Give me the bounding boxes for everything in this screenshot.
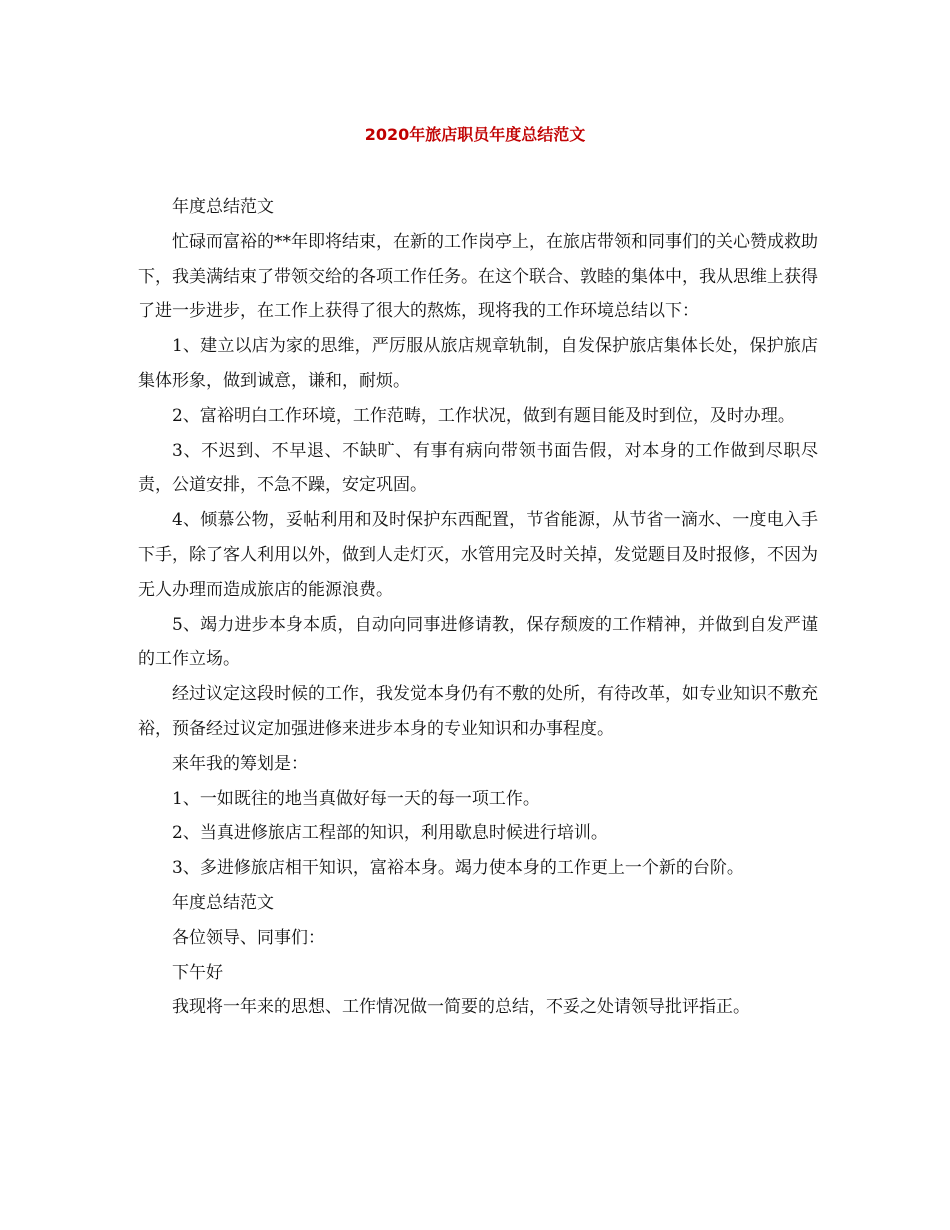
paragraph-shortcomings: 经过议定这段时候的工作，我发觉本身仍有不敷的处所，有待改革，如专业知识不敷充裕，预备经过议定加强进修来进步本身的专业知识和办事程度。	[138, 684, 818, 739]
paragraph-plan-1: 1、一如既往的地当真做好每一天的每一项工作。	[172, 788, 540, 809]
paragraph-item-2: 2、富裕明白工作环境，工作范畴，工作状况，做到有题目能及时到位，及时办理。	[172, 405, 795, 426]
paragraph-salutation: 下午好	[172, 962, 223, 983]
paragraph-item-1: 1、建立以店为家的思维，严厉服从旅店规章轨制，自发保护旅店集体长处，保护旅店集体形象，做到诚意，谦和，耐烦。	[138, 336, 818, 391]
paragraph-plan-3: 3、多进修旅店相干知识，富裕本身。竭力使本身的工作更上一个新的台阶。	[172, 858, 744, 879]
paragraph-intro: 忙碌而富裕的**年即将结束，在新的工作岗亭上，在旅店带领和同事们的关心赞成救助下，我美满结束了带领交给的各项工作任务。在这个联合、敦睦的集体中，我从思维上获得了进一步进步，在工作上获得了很大的熬炼，现将我的工作环境总结以下：	[138, 231, 818, 322]
paragraph-item-3: 3、不迟到、不早退、不缺旷、有事有病向带领书面告假，对本身的工作做到尽职尽责，公道安排，不急不躁，安定巩固。	[138, 440, 818, 496]
document-title: 2020年旅店职员年度总结范文	[364, 125, 586, 144]
paragraph-plan-heading: 来年我的筹划是：	[172, 753, 308, 774]
paragraph-plan-2: 2、当真进修旅店工程部的知识，利用歇息时候进行培训。	[172, 823, 608, 844]
paragraph-item-4: 4、倾慕公物，妥帖利用和及时保护东西配置，节省能源，从节省一滴水、一度电入手下手，除了客人利用以外，做到人走灯灭，水管用完及时关掉，发觉题目及时报修，不因为无人办理而造成旅店的能源浪费。	[138, 510, 818, 600]
paragraph-item-5: 5、竭力进步本身本质，自动向同事进修请教，保存颓废的工作精神，并做到自发严谨的工作立场。	[138, 614, 818, 670]
section-heading: 年度总结范文	[172, 197, 274, 217]
paragraph-summary-intro: 我现将一年来的思想、工作情况做一简要的总结，不妥之处请领导批评指正。	[172, 997, 750, 1018]
section-heading-2: 年度总结范文	[172, 892, 274, 913]
paragraph-greeting: 各位领导、同事们：	[172, 927, 325, 948]
document-body	[138, 190, 818, 1025]
